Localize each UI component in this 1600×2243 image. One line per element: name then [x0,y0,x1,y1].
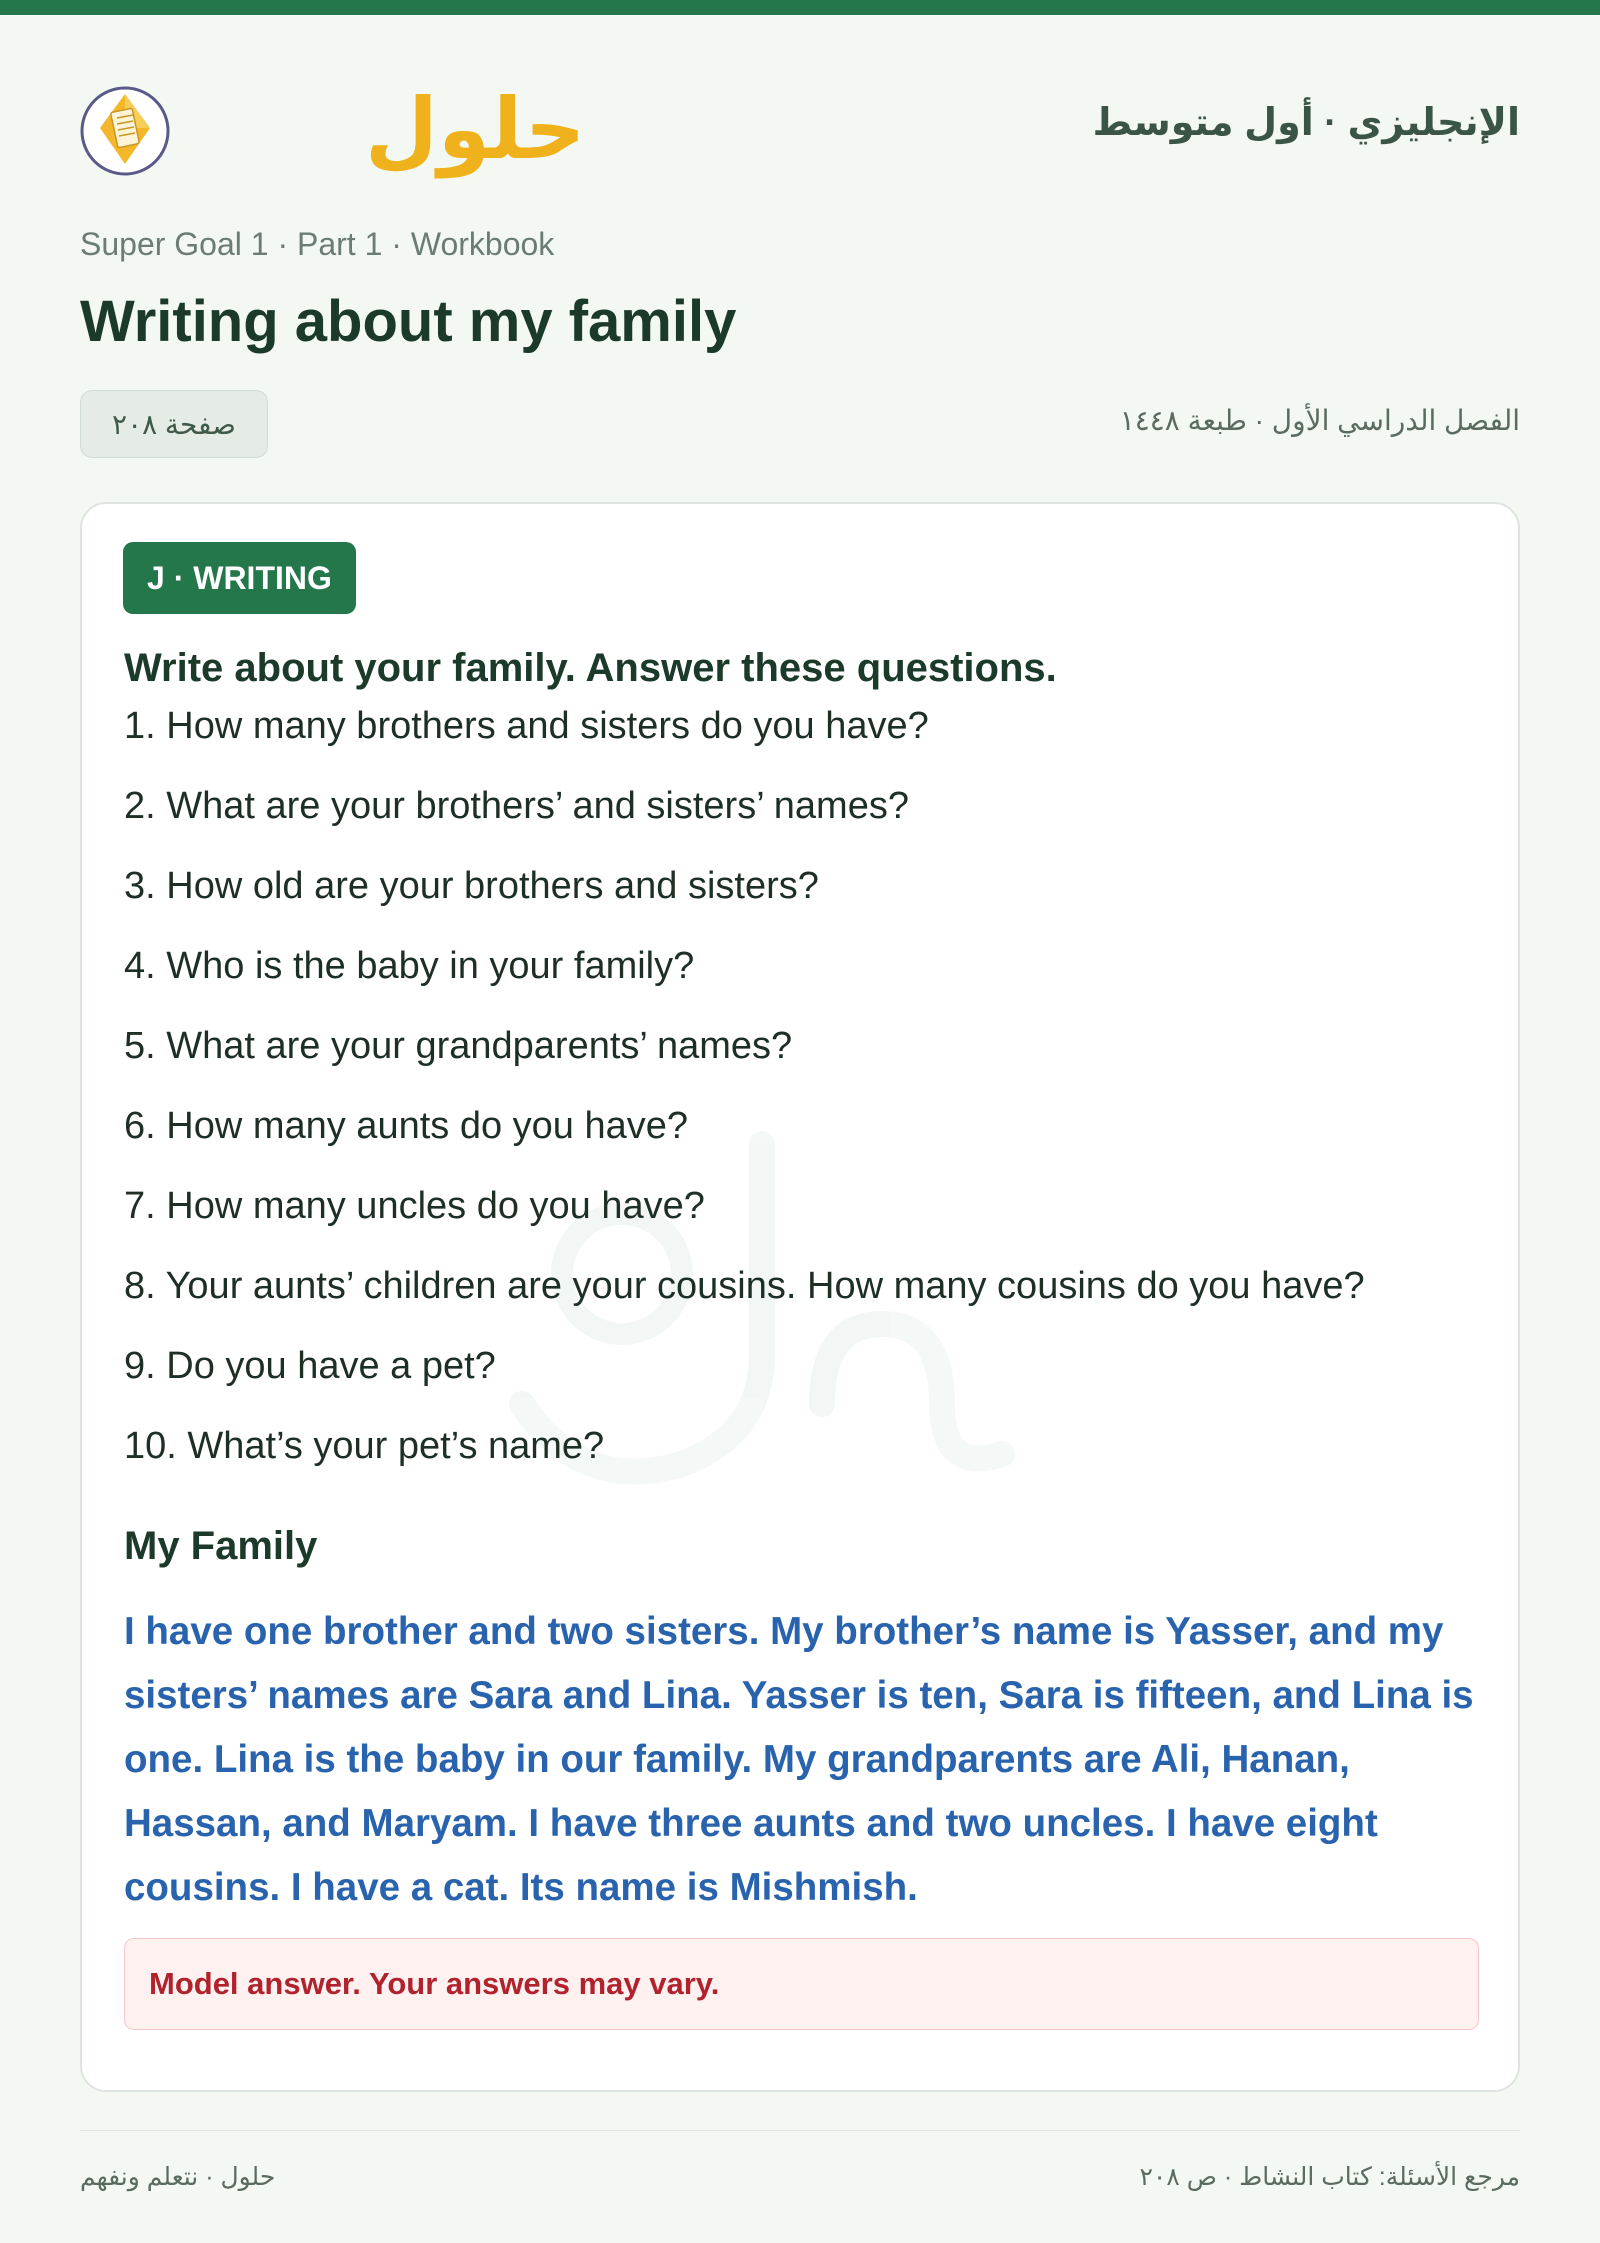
section-label: J · WRITING [123,542,356,614]
book-diamond-icon [82,88,168,174]
exercise-card [80,502,1520,2092]
question-item: 9. Do you have a pet? [124,1345,496,1387]
question-item: 10. What’s your pet’s name? [124,1425,605,1467]
model-answer-note: Model answer. Your answers may vary. [124,1938,1479,2030]
exercise-instruction: Write about your family. Answer these questions. [124,646,1057,690]
question-item: 2. What are your brothers’ and sisters’ names? [124,785,909,827]
question-item: 5. What are your grandparents’ names? [124,1025,793,1067]
question-item: 6. How many aunts do you have? [124,1105,689,1147]
term-edition: الفصل الدراسي الأول · طبعة ١٤٤٨ [1119,405,1520,436]
question-item: 8. Your aunts’ children are your cousins. How many cousins do you have? [124,1265,1365,1307]
question-item: 3. How old are your brothers and sisters? [124,865,819,907]
logo-text: حلول [365,80,586,178]
top-accent-bar [0,0,1600,15]
questions-list [124,702,1365,1502]
header [80,66,1520,186]
page-title: Writing about my family [80,289,737,354]
footer-tagline: حلول · نتعلم ونفهم [80,2163,276,2191]
answer-heading: My Family [124,1524,318,1568]
footer-reference: مرجع الأسئلة: كتاب النشاط · ص ٢٠٨ [1139,2163,1520,2191]
footer-divider [80,2130,1520,2131]
question-item: 7. How many uncles do you have? [124,1185,705,1227]
question-item: 4. Who is the baby in your family? [124,945,695,987]
model-answer-text: I have one brother and two sisters. My brother’s name is Yasser, and my sisters’ names are Sara and Lina. Yasser is ten, Sara is fifteen, and Lina is one. Lina is the baby in our family. My grandparents are Ali, Hanan, Hassan, and Maryam. I have three aunts and two uncles. I have eight cousins. I have a cat. Its name is Mishmish. [124,1610,1474,1909]
subject-grade: الإنجليزي · أول متوسط [1092,102,1520,144]
hulul-logo[interactable] [80,66,586,186]
page-number-badge: صفحة ٢٠٨ [80,390,268,458]
question-item: 1. How many brothers and sisters do you have? [124,705,929,747]
breadcrumb: Super Goal 1 · Part 1 · Workbook [80,226,555,262]
